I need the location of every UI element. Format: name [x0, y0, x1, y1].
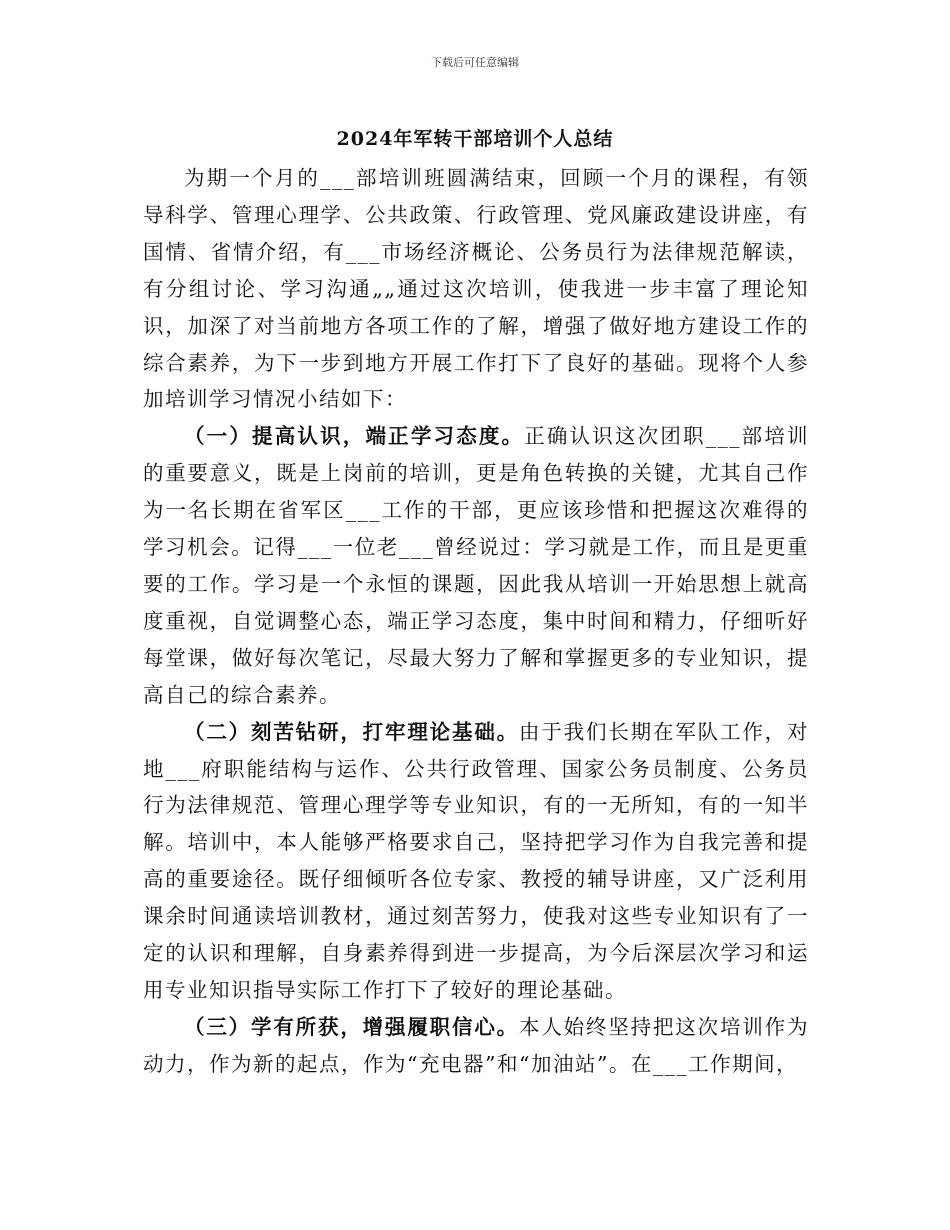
document-title: 2024年军转干部培训个人总结 — [336, 128, 614, 150]
intro-paragraph — [143, 160, 809, 418]
page-header-note: 下载后可任意编辑 — [431, 56, 519, 69]
section-2-paragraph — [143, 714, 809, 1009]
section-3-paragraph — [143, 1009, 809, 1083]
section-1-heading: （一）提高认识，端正学习态度。 — [184, 424, 525, 449]
paragraph-text: 正确认识这次团职___部培训的重要意义，既是上岗前的培训，更是角色转换的关键，尤其自己作为一名长期在省军区___工作的干部，更应该珍惜和把握这次难得的学习机会。记得___一位老___曾经说过：学习就是工作，而且是更重要的工作。学习是一个永恒的课题，因此我从培训一开始思想上就高度重视，自觉调整心态，端正学习态度，集中时间和精力，仔细听好每堂课，做好每次笔记，尽最大努力了解和掌握更多的专业知识，提高自己的综合素养。 — [143, 424, 810, 707]
section-2-heading: （二）刻苦钻研，打牢理论基础。 — [184, 719, 519, 744]
section-3-heading: （三）学有所获，增强履职信心。 — [184, 1014, 519, 1039]
document-body — [143, 160, 809, 1083]
section-1-paragraph — [143, 418, 809, 713]
paragraph-text: 由于我们长期在军队工作，对地___府职能结构与运作、公共行政管理、国家公务员制度、公务员行为法律规范、管理心理学等专业知识，有的一无所知，有的一知半解。培训中，本人能够严格要求自己，坚持把学习作为自我完善和提高的重要途径。既仔细倾听各位专家、教授的辅导讲座，又广泛利用课余时间通读培训教材，通过刻苦努力，使我对这些专业知识有了一定的认识和理解，自身素养得到进一步提高，为今后深层次学习和运用专业知识指导实际工作打下了较好的理论基础。 — [143, 719, 809, 1002]
paragraph-text: 为期一个月的___部培训班圆满结束，回顾一个月的课程，有领导科学、管理心理学、公共政策、行政管理、党风廉政建设讲座，有国情、省情介绍，有___市场经济概论、公务员行为法律规范解读，有分组讨论、学习沟通„„通过这次培训，使我进一步丰富了理论知识，加深了对当前地方各项工作的了解，增强了做好地方建设工作的综合素养，为下一步到地方开展工作打下了良好的基础。现将个人参加培训学习情况小结如下： — [143, 166, 809, 412]
paragraph-text: 本人始终坚持把这次培训作为动力，作为新的起点，作为“充电器”和“加油站”。在___工作期间， — [143, 1014, 809, 1076]
